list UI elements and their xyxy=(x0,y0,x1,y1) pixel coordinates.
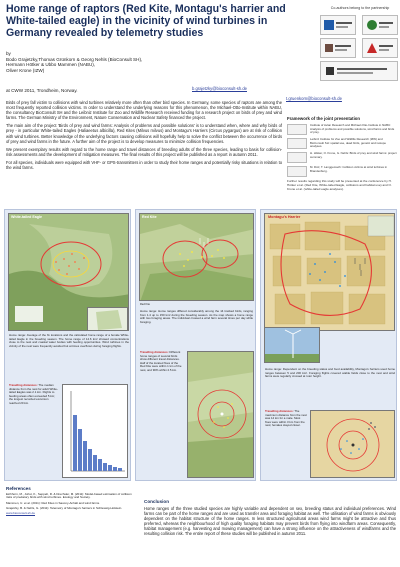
intro-paragraph: We present exemplary results with regard to the home range and travel distances of breeding adults of the three species, leading to basis for collision-risk assessments and the development of mitigation measures. The final results of this project will be published as a report in autumn 2011. xyxy=(6,146,282,157)
intro-paragraph: For all species, individuals were equipped with VHF- or GPS-transmitters in order to study their home ranges and potentially risky situations in relation to the wind farms. xyxy=(6,159,282,171)
intro-paragraph: The main aim of the project 'Birds of prey and wind farms: Analysis of problems and possible solutions' is to understand when, where and why birds of prey - in particular White-tailed Eagles (Haliaeetus albicilla), Red Kites (Milvus milvus) and Montagu's Harriers (Circus pygargus) are at risk of collision with wind turbines. Better knowledge of the underlying factors causing collisions will hopefully help to solve the conflict between the occurrence of birds of prey and wind farms in the future. A further aim of the project is to develop measures to minimize collision frequencies. xyxy=(6,123,282,144)
poster-title: Home range of raptors (Red Kite, Montagu's harrier and White-tailed eagle) in the vicinity of wind turbines in Germany revealed by telemetry studies xyxy=(6,3,286,40)
conclusion-text: Home ranges of the three studied species are highly variable and dependent on sex, breeding status and individual preferences. Wind farms can be part of the home ranges and are used as transfer area and foraging habitat as well. The utilisation of wind farms is obviously dependent on the habitat structure of the home ranges. In less structured agricultural areas wind farms might be attractive and thus preferred, whereas the neighbourhood of high quality foraging habitats may prevent birds from flying into windfarm areas. Consequently, habitat management (e.g. harvesting and mowing management) can have a strong influence on the attractiveness of windfarms and the resulting collision risk. The entire report of these studies will be published in autumn 2011. xyxy=(144,506,396,537)
framework-title: Framework of the joint presentation xyxy=(287,116,361,121)
overview-map xyxy=(87,307,128,331)
reference-item: Grajetzky, B. & Nehls, G. (2011): Telemetry of Montagu's harriers in Schleswig-Holstein. xyxy=(6,505,123,510)
reference-item: Mammen, U. et al. (2011): Red Kites in Saxony-Anhalt and wind farms. xyxy=(6,500,100,505)
institute-logo xyxy=(287,138,307,149)
authors-line: Bodo Grajetzky,Thomas Grünkorn & Georg Nehls (BioConsult SH), xyxy=(6,56,143,62)
partner-logos xyxy=(320,15,398,81)
institute-logo xyxy=(287,124,307,135)
intro-paragraph: Birds of prey fall victim to collisions with wind turbines relatively more often than other bird species. In Germany, some species of raptors are among the most frequently reported collision victims. In order to understand the underlying reasons for this phenomenon, the Michael-Otto-Institute within NABU, the consultancy BioConsult SH and the Leibniz Institute for Zoo and Wildlife Research received funding for a research project on birds of prey and wind farms. The German Ministry of the Environment, Nature Conservation and Nuclear Safety financed the project. xyxy=(6,100,282,121)
references-title: References xyxy=(6,486,31,491)
authors-by: by xyxy=(6,51,11,56)
institute-logo xyxy=(287,166,307,177)
travel-distance-text: Travelling distances: The median distance from the nest for adult White-tailed Eagles was 2.1 km. Flights to feeding areas often exceeded 5 km; the longest recorded excursion reached 20 km. xyxy=(9,383,58,405)
home-range-text: Home range: Home ranges differed considerably among the 14 tracked birds, ranging from 1.4 up to 150 km² during the breeding season. As the map shows a home range with two foraging areas. The individual crossed a wind farm several times per day while foraging. xyxy=(140,309,253,324)
references xyxy=(6,487,136,517)
authors-line: Oliver Krone (IZW) xyxy=(6,68,45,74)
map-label: White-tailed Eagle xyxy=(11,215,42,219)
map-caption-text: Red Kite xyxy=(140,303,150,306)
email-link[interactable]: t.gruenkorn@bioconsult-sh.de xyxy=(286,96,342,101)
framework-box xyxy=(287,116,397,191)
partner-logo xyxy=(320,15,356,35)
partner-logo xyxy=(362,15,398,35)
partnership-caption: Co-authors belong to the partnership xyxy=(330,6,390,10)
map-label: Red Kite xyxy=(142,215,157,219)
introduction xyxy=(6,100,282,173)
map-caption xyxy=(140,303,253,306)
institute-logo xyxy=(287,152,307,163)
home-range-map xyxy=(139,213,254,301)
framework-item: M. Dürr, T. Langgemach: Collision victims at wind turbines in Brandenburg. xyxy=(287,166,397,177)
email-link[interactable]: b.grajetzky@bioconsult-sh.de xyxy=(192,86,247,91)
framework-item: Institute of Avian Research and Michael-Otto-Institute in NABU: Analysis of problems and possible solutions, wind farms and birds of prey. xyxy=(287,124,397,135)
conference-venue: at CWW 2011, Trondheim, Norway. xyxy=(6,88,78,93)
panel-montagus-harrier xyxy=(260,209,397,481)
framework-item: Leibniz Institute for Zoo and Wildlife Research (IZW) and BioConsult SH: spatial use, dead birds, genetic and isotope analyses. xyxy=(287,138,397,149)
panel-white-tailed-eagle xyxy=(4,209,131,481)
partner-logo xyxy=(320,61,398,81)
authors-line: Hermann Hötker & Ubbo Mammen (NABU), xyxy=(6,62,96,68)
travel-distance-text: Travelling distances: The maximum distance from the nest was 14 km for a male. Most fixes were within 3 km from the nest; females stayed closer. xyxy=(265,409,307,428)
panel-red-kite xyxy=(135,209,256,481)
turbine-photo xyxy=(264,327,320,363)
distance-map xyxy=(310,410,395,478)
reference-item: Eichhorn, M., Johst, K., Seppelt, R. & Drechsler, M. (2011): Model-based estimation of collision risks of predatory birds with wind turbines. Ecology and Society. xyxy=(6,491,132,500)
travel-distance-text: Travelling distances: Different home ranges of several birds show different travel distances. Half of the located fixes of the Red Kite were within 1 km of the nest, and 90% within 2.5 km. xyxy=(140,350,182,372)
reference-link[interactable]: www.bioconsult-sh.de xyxy=(6,511,36,516)
distance-map xyxy=(187,351,254,478)
map-graphic xyxy=(265,214,395,331)
conclusion-title: Conclusion xyxy=(144,499,170,504)
partner-logo xyxy=(362,38,398,58)
authors-block xyxy=(6,51,296,74)
distance-chart xyxy=(62,384,128,478)
framework-item: H. Hötker, O. Krone, G. Nehls: Birds of prey and wind farms: project summary. xyxy=(287,152,397,163)
home-range-text: Home range: Average of the fix locations and the calculated home range of a female White-tailed Eagle in the breeding season. The home range of 14.6 km² showed concentrations close to the nest and coastal water bodies with feeding opportunities. Wind turbines in the vicinity of the nest were frequently avoided but at times overflown during foraging flights. xyxy=(9,333,129,348)
framework-footnote: Further results regarding this study will be presented at the conference by H. Hötker et al. (Red Kite, White-tailed Eagle, collisions and habitat use) and O. Krone et al. (white-tailed eagle analyses). xyxy=(287,179,392,191)
home-range-text: Home range: Dependent on the breeding status and food availability, Montagu's harriers used home ranges between 5 and 200 km². Foraging flights covered arable fields close to the nest and wind farms were regularly crossed at rotor height. xyxy=(265,367,395,379)
partner-logo xyxy=(320,38,356,58)
home-range-map xyxy=(264,213,395,331)
map-label: Montagu's Harrier xyxy=(268,215,301,219)
map-graphic xyxy=(140,214,254,301)
